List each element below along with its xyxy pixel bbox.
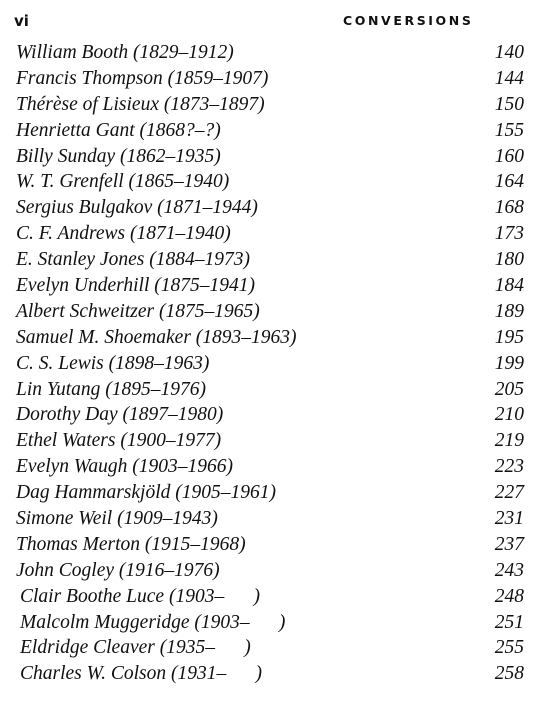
entry-page-number: 248 [494,585,524,607]
entry-page-number: 205 [494,378,524,400]
toc-entry [16,558,528,584]
entry-title: Samuel M. Shoemaker (1893–1963) [16,326,297,348]
entry-page-number: 144 [494,67,524,89]
toc-entry [16,299,528,325]
entry-title: Thomas Merton (1915–1968) [16,533,246,555]
page-number: vi [14,12,29,30]
entry-title: Dag Hammarskjöld (1905–1961) [16,482,276,504]
entry-title: Sergius Bulgakov (1871–1944) [16,197,258,219]
entry-title: Malcolm Muggeridge (1903– ) [20,611,286,633]
entry-title: Ethel Waters (1900–1977) [16,430,222,452]
entry-title: Charles W. Colson (1931– ) [20,663,262,685]
entry-page-number: 227 [494,482,524,504]
toc-entry [16,118,528,144]
toc-entry [16,635,528,661]
entry-title: Dorothy Day (1897–1980) [16,404,224,426]
toc-entry [16,351,528,377]
entry-page-number: 199 [494,352,524,374]
entry-title: John Cogley (1916–1976) [16,559,220,581]
entry-page-number: 258 [494,663,524,685]
toc-entry [16,506,528,532]
entry-page-number: 210 [494,404,524,426]
entry-title: Albert Schweitzer (1875–1965) [16,300,260,322]
entry-page-number: 168 [494,197,524,219]
entry-page-number: 173 [494,223,524,245]
entry-page-number: 251 [494,611,524,633]
running-head: CONVERSIONS [343,13,474,28]
toc-entry [16,402,528,428]
toc-entry [16,92,528,118]
entry-title: Billy Sunday (1862–1935) [16,145,221,167]
table-of-contents [16,40,528,687]
entry-page-number: 237 [494,533,524,555]
toc-entry [16,428,528,454]
entry-title: Evelyn Waugh (1903–1966) [16,456,233,478]
entry-title: Simone Weil (1909–1943) [16,508,218,530]
entry-title: Lin Yutang (1895–1976) [16,378,206,400]
toc-entry [16,325,528,351]
toc-entry [16,610,528,636]
entry-page-number: 255 [494,637,524,659]
entry-title: Evelyn Underhill (1875–1941) [16,275,256,297]
toc-entry [16,144,528,170]
entry-page-number: 155 [494,119,524,141]
entry-page-number: 150 [494,93,524,115]
toc-entry [16,195,528,221]
entry-title: Henrietta Gant (1868?–?) [16,119,221,141]
toc-entry [16,273,528,299]
entry-page-number: 243 [494,559,524,581]
toc-entry [16,247,528,273]
toc-entry [16,66,528,92]
entry-page-number: 160 [494,145,524,167]
entry-title: W. T. Grenfell (1865–1940) [16,171,230,193]
entry-title: William Booth (1829–1912) [16,42,234,63]
toc-entry [16,221,528,247]
entry-title: C. F. Andrews (1871–1940) [16,223,231,245]
entry-title: Clair Boothe Luce (1903– ) [20,585,260,607]
toc-entry [16,532,528,558]
entry-title: Thérèse of Lisieux (1873–1897) [16,93,265,115]
toc-entry [16,454,528,480]
toc-entry [16,480,528,506]
entry-title: E. Stanley Jones (1884–1973) [16,249,250,271]
entry-page-number: 140 [494,42,524,63]
entry-page-number: 184 [494,275,524,297]
entry-page-number: 195 [494,326,524,348]
entry-page-number: 180 [494,249,524,271]
toc-entry [16,584,528,610]
entry-page-number: 164 [494,171,524,193]
toc-entry [16,661,528,687]
entry-title: C. S. Lewis (1898–1963) [16,352,210,374]
entry-page-number: 219 [494,430,524,452]
entry-title: Eldridge Cleaver (1935– ) [20,637,251,659]
toc-entry [16,40,528,66]
entry-page-number: 223 [494,456,524,478]
entry-page-number: 189 [494,300,524,322]
toc-entry [16,169,528,195]
entry-title: Francis Thompson (1859–1907) [16,67,269,89]
toc-entry [16,377,528,403]
entry-page-number: 231 [494,508,524,530]
